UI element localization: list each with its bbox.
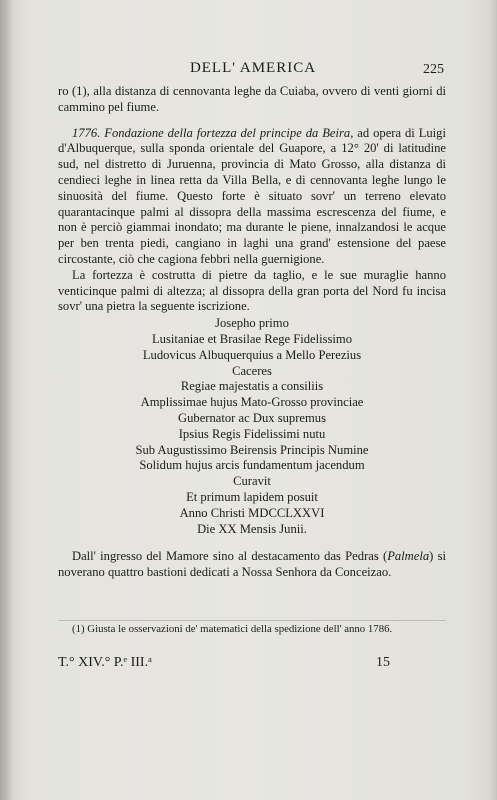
signature-line [58,655,446,673]
inscription-line: Sub Augustissimo Beirensis Principis Numine [135,442,369,457]
continuation-paragraph: ro (1), alla distanza di cennovanta leghe da Cuiaba, ovvero di venti giorni di cammino pel fiume. [58,84,446,114]
inscription-line: Ipsius Regis Fidelissimi nutu [178,426,326,441]
inscription-line: Die XX Mensis Junii. [197,521,307,536]
footnote [58,623,446,636]
inscription-line: Ludovicus Albuquerquius a Mello Perezius [142,347,362,362]
bastions-paragraph [58,549,446,581]
volume-signature: T.° XIV.° P.ᵉ III.ᵃ [58,655,152,670]
inscription-line: Et primum lapidem posuit [186,489,318,504]
inscription-line: Josepho primo [215,316,289,331]
inscription-line: Anno Christi MDCCLXXVI [179,505,325,520]
entry-title: Fondazione della fortezza del principe da Beira, [104,125,354,140]
inscription-line: Curavit [233,474,271,489]
inscription-line: Caceres [232,363,272,378]
page-edge [489,0,497,800]
place-name-palmela: Palmela [387,549,430,564]
running-head: DELL' AMERICA [189,60,317,76]
inscription-line: Solidum hujus arcis fundamentum jacendum [139,458,365,473]
inscription-line: Lusitaniae et Brasilae Rege Fidelissimo [151,331,353,346]
entry-year: 1776. [72,125,101,140]
bastions-text-end: ) si noverano quattro bastioni dedicati a Nossa Senhora da Conceizao. [58,549,446,580]
inscription-line: Amplissimae hujus Mato-Grosso provinciae [140,395,364,410]
fortress-paragraph: La fortezza è costrutta di pietre da taglio, e le sue muraglie hanno venticinque palmi di altezza; al dissopra della gran porta del Nord fu incisa sovr' una pietra la seguente iscrizione. [58,267,446,314]
body-text [58,84,446,581]
sheet-signature: 15 [376,655,390,670]
page-number: 225 [423,62,444,77]
bastions-text-start: Dall' ingresso del Mamore sino al destacamento das Pedras ( [72,549,388,564]
inscription-line: Gubernator ac Dux supremus [178,410,326,425]
page-header [62,60,444,80]
inscription [58,316,446,537]
entry-text: ad opera di Luigi d'Albuquerque, sulla sponda orientale del Guapore, a 12° 20' di latitudine sud, nel distretto di Juruenna, provincia di Mato Grosso, alla distanza di cendieci leghe in linea retta da Villa Bella, e di cennovanta leghe lungo le sinuosità del fiume. Questo forte è situato sovr' un terreno elevato quarantacinque palmi al dissopra della massima escrescenza del fiume, e non è perciò giammai inondato; ma durante le piene, innalzandosi le acque per ben trenta piedi, cangiano in laghi una grand' estensione del paese circostante, ciò che cagiona febbri nella guernigione. [58,125,446,266]
gutter-shadow [0,0,14,800]
entry-paragraph [58,126,446,268]
footnote-text: (1) Giusta le osservazioni de' matematici della spedizione dell' anno 1786. [72,623,393,635]
inscription-line: Regiae majestatis a consiliis [180,379,324,394]
footnote-rule [58,620,446,621]
